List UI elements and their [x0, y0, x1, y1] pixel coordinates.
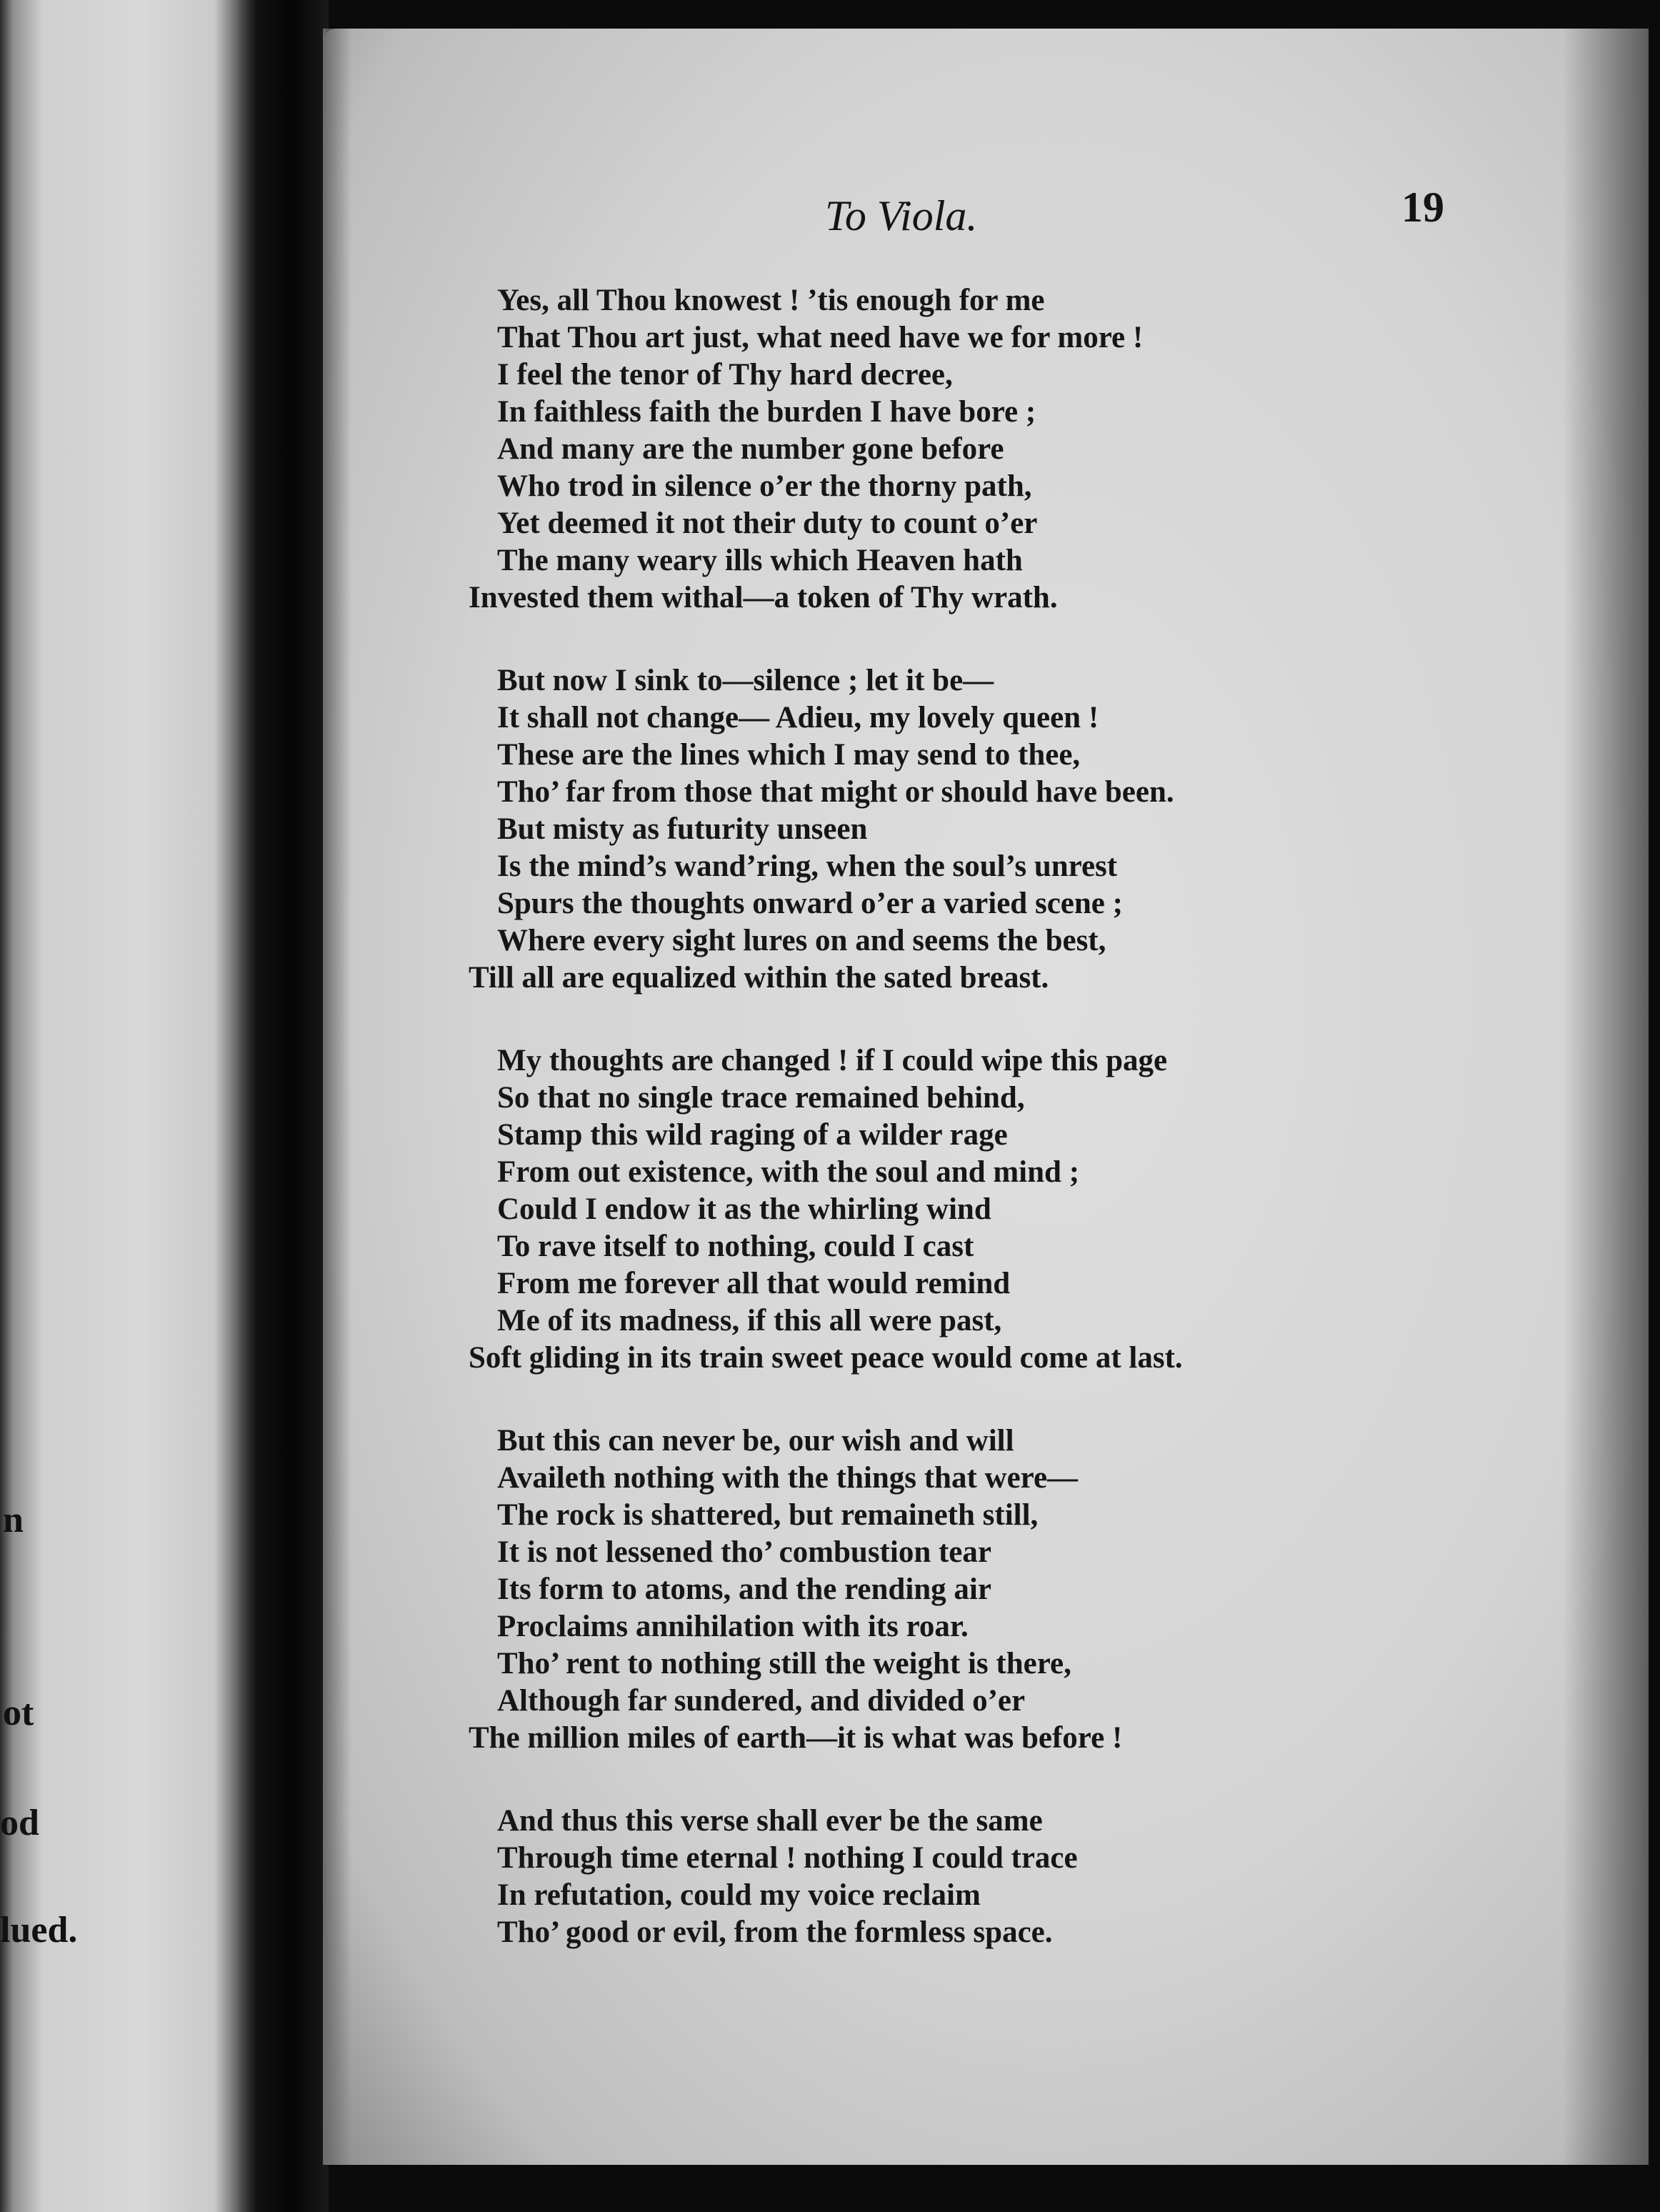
poem-line: Invested them withal—a token of Thy wrath. [469, 581, 1058, 614]
poem-line: Where every sight lures on and seems the best, [497, 924, 1106, 957]
poem-line: The million miles of earth—it is what was before ! [469, 1721, 1123, 1755]
left-page-fragment: lued. [0, 1910, 78, 1951]
poem-line: And many are the number gone before [497, 432, 1004, 466]
poem-line: To rave itself to nothing, could I cast [497, 1230, 974, 1263]
stanza [469, 282, 1397, 617]
poem-line: My thoughts are changed ! if I could wipe this page [497, 1044, 1168, 1077]
poem-line: The rock is shattered, but remaineth still, [497, 1498, 1039, 1532]
poem-line: And thus this verse shall ever be the same [497, 1804, 1043, 1838]
poem-line: Tho’ rent to nothing still the weight is there, [497, 1647, 1071, 1680]
poem-line: Although far sundered, and divided o’er [497, 1684, 1026, 1718]
stanza [469, 1803, 1397, 1951]
left-page-fragment: n [3, 1500, 24, 1540]
running-head: To Viola. [825, 192, 978, 239]
poem-line: In faithless faith the burden I have bore ; [497, 395, 1036, 429]
stanza [469, 1423, 1397, 1757]
poem-line: It shall not change— Adieu, my lovely queen ! [497, 701, 1099, 734]
stanza [469, 662, 1397, 997]
poem-line: Tho’ far from those that might or should have been. [497, 775, 1174, 809]
book-gutter [214, 0, 329, 2212]
poem-line: So that no single trace remained behind, [497, 1081, 1025, 1115]
poem-body [469, 282, 1397, 1997]
poem-line: Availeth nothing with the things that were— [497, 1461, 1079, 1495]
poem-line: Could I endow it as the whirling wind [497, 1192, 991, 1226]
poem-line: Who trod in silence o’er the thorny path, [497, 469, 1032, 503]
left-page-fragment: ot [3, 1693, 34, 1733]
poem-line: Is the mind’s wand’ring, when the soul’s unrest [497, 850, 1118, 883]
left-page-fragment: od [0, 1803, 39, 1843]
poem-line: Yes, all Thou knowest ! ’tis enough for me [497, 284, 1045, 317]
poem-line: Yet deemed it not their duty to count o’er [497, 507, 1038, 540]
poem-line: Through time eternal ! nothing I could trace [497, 1841, 1078, 1875]
poem-line: In refutation, could my voice reclaim [497, 1878, 981, 1912]
poem-line: But this can never be, our wish and will [497, 1424, 1014, 1458]
poem-line: From out existence, with the soul and mind ; [497, 1155, 1080, 1189]
poem-line: From me forever all that would remind [497, 1267, 1011, 1300]
poem-line: But now I sink to—silence ; let it be— [497, 664, 994, 697]
poem-line: These are the lines which I may send to thee, [497, 738, 1081, 772]
poem-line: But misty as futurity unseen [497, 812, 868, 846]
page-number: 19 [1401, 184, 1444, 231]
poem-line: Spurs the thoughts onward o’er a varied scene ; [497, 887, 1123, 920]
poem-line: Till all are equalized within the sated breast. [469, 961, 1049, 995]
poem-line: Its form to atoms, and the rending air [497, 1573, 991, 1606]
stanza [469, 1042, 1397, 1377]
poem-line: Stamp this wild raging of a wilder rage [497, 1118, 1008, 1152]
poem-line: That Thou art just, what need have we for more ! [497, 321, 1144, 354]
poem-line: Soft gliding in its train sweet peace would come at last. [469, 1341, 1183, 1375]
poem-line: Tho’ good or evil, from the formless space. [497, 1915, 1053, 1949]
poem-line: Proclaims annihilation with its roar. [497, 1610, 969, 1643]
poem-line: Me of its madness, if this all were past, [497, 1304, 1002, 1337]
poem-line: It is not lessened tho’ combustion tear [497, 1535, 991, 1569]
poem-line: I feel the tenor of Thy hard decree, [497, 358, 953, 392]
poem-line: The many weary ills which Heaven hath [497, 544, 1023, 577]
